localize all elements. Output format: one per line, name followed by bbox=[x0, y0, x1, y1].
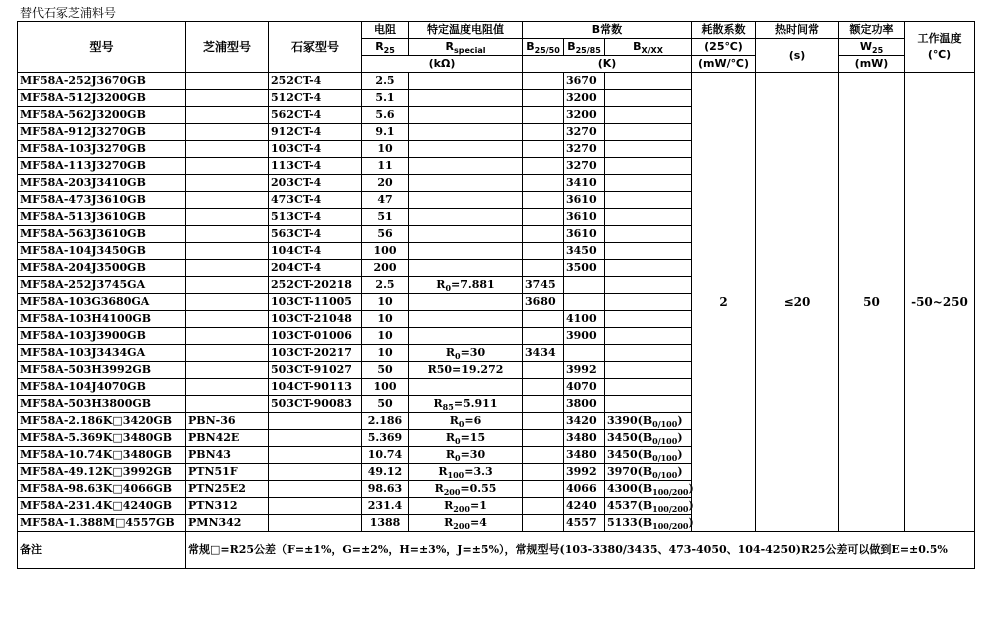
cell-b2550: 3745 bbox=[523, 277, 564, 294]
cell-bxx bbox=[605, 362, 692, 379]
cell-shibaura bbox=[186, 396, 269, 413]
cell-r25: 56 bbox=[362, 226, 409, 243]
cell-b2550 bbox=[523, 209, 564, 226]
cell-rspecial bbox=[409, 107, 523, 124]
cell-b2550 bbox=[523, 243, 564, 260]
working-temp-label: 工作温度 bbox=[917, 32, 962, 45]
cell-bxx bbox=[605, 260, 692, 277]
cell-ishizuka: 912CT-4 bbox=[269, 124, 362, 141]
col-header-b-constant: B常数 bbox=[523, 22, 692, 39]
cell-b2550 bbox=[523, 107, 564, 124]
cell-b2585: 3992 bbox=[564, 464, 605, 481]
thermistor-cross-reference-table bbox=[17, 21, 975, 569]
cell-b2585: 3270 bbox=[564, 124, 605, 141]
cell-ishizuka bbox=[269, 464, 362, 481]
cell-b2585: 3480 bbox=[564, 447, 605, 464]
cell-rspecial: $R_{100}=3.3$ bbox=[409, 464, 523, 481]
cell-b2550 bbox=[523, 175, 564, 192]
cell-b2550 bbox=[523, 379, 564, 396]
col-header-dissipation-cond: (25℃) bbox=[692, 39, 756, 56]
cell-rspecial: $R_{85}=5.911$ bbox=[409, 396, 523, 413]
table-body bbox=[18, 73, 975, 569]
cell-model: MF58A-104J4070GB bbox=[18, 379, 186, 396]
cell-r25: 10.74 bbox=[362, 447, 409, 464]
cell-ishizuka: 103CT-4 bbox=[269, 141, 362, 158]
cell-b2550: 3680 bbox=[523, 294, 564, 311]
cell-dissipation: 2 bbox=[692, 73, 756, 532]
cell-b2585: 3610 bbox=[564, 209, 605, 226]
cell-model: MF58A-103G3680GA bbox=[18, 294, 186, 311]
cell-bxx: $3970(B_{0/100})$ bbox=[605, 464, 692, 481]
cell-ishizuka: 103CT-11005 bbox=[269, 294, 362, 311]
cell-ishizuka bbox=[269, 515, 362, 532]
cell-ishizuka: 503CT-90083 bbox=[269, 396, 362, 413]
cell-model: MF58A-98.63K□4066GB bbox=[18, 481, 186, 498]
cell-b2550 bbox=[523, 447, 564, 464]
cell-model: MF58A-103J3434GA bbox=[18, 345, 186, 362]
cell-shibaura bbox=[186, 277, 269, 294]
col-header-b2585: $B_{25/85}$ bbox=[564, 39, 605, 56]
cell-model: MF58A-473J3610GB bbox=[18, 192, 186, 209]
cell-b2550 bbox=[523, 73, 564, 90]
cell-rspecial bbox=[409, 73, 523, 90]
cell-bxx bbox=[605, 379, 692, 396]
cell-model: MF58A-204J3500GB bbox=[18, 260, 186, 277]
cell-bxx bbox=[605, 107, 692, 124]
note-text: 常规□=R25公差（F=±1%，G=±2%，H=±3%，J=±5%），常规型号(103-3380/3435、473-4050、104-4250)R25公差可以做到E=±0.5% bbox=[186, 532, 975, 569]
cell-rspecial: $R_0=6$ bbox=[409, 413, 523, 430]
cell-model: MF58A-503H3992GB bbox=[18, 362, 186, 379]
cell-model: MF58A-203J3410GB bbox=[18, 175, 186, 192]
cell-bxx bbox=[605, 73, 692, 90]
cell-shibaura bbox=[186, 141, 269, 158]
cell-model: MF58A-513J3610GB bbox=[18, 209, 186, 226]
cell-b2550 bbox=[523, 396, 564, 413]
cell-model: MF58A-562J3200GB bbox=[18, 107, 186, 124]
cell-shibaura: PTN312 bbox=[186, 498, 269, 515]
cell-r25: 2.186 bbox=[362, 413, 409, 430]
col-header-resistance: 电阻 bbox=[362, 22, 409, 39]
cell-rspecial bbox=[409, 124, 523, 141]
cell-r25: 5.369 bbox=[362, 430, 409, 447]
cell-r25: 5.1 bbox=[362, 90, 409, 107]
cell-b2550 bbox=[523, 430, 564, 447]
cell-shibaura: PBN43 bbox=[186, 447, 269, 464]
cell-b2585: 4070 bbox=[564, 379, 605, 396]
cell-b2550 bbox=[523, 260, 564, 277]
table-row bbox=[18, 73, 975, 90]
col-header-model: 型号 bbox=[18, 22, 186, 73]
cell-ishizuka: 113CT-4 bbox=[269, 158, 362, 175]
cell-bxx: $3390(B_{0/100})$ bbox=[605, 413, 692, 430]
cell-model: MF58A-103J3270GB bbox=[18, 141, 186, 158]
cell-r25: 100 bbox=[362, 243, 409, 260]
cell-r25: 10 bbox=[362, 141, 409, 158]
cell-shibaura bbox=[186, 379, 269, 396]
note-label: 备注 bbox=[18, 532, 186, 569]
cell-ishizuka: 103CT-21048 bbox=[269, 311, 362, 328]
col-header-time-unit: (s) bbox=[756, 39, 839, 73]
cell-b2585: 3800 bbox=[564, 396, 605, 413]
cell-b2550 bbox=[523, 464, 564, 481]
cell-bxx bbox=[605, 294, 692, 311]
cell-b2585: 3270 bbox=[564, 158, 605, 175]
cell-b2585: 4100 bbox=[564, 311, 605, 328]
cell-model: MF58A-5.369K□3480GB bbox=[18, 430, 186, 447]
cell-r25: 10 bbox=[362, 311, 409, 328]
header-row-1 bbox=[18, 22, 975, 39]
cell-rspecial: $R_{200}=4$ bbox=[409, 515, 523, 532]
cell-shibaura: PBN-36 bbox=[186, 413, 269, 430]
cell-b2550 bbox=[523, 413, 564, 430]
cell-r25: 49.12 bbox=[362, 464, 409, 481]
cell-b2585: 3900 bbox=[564, 328, 605, 345]
cell-ishizuka: 473CT-4 bbox=[269, 192, 362, 209]
cell-model: MF58A-49.12K□3992GB bbox=[18, 464, 186, 481]
cell-rspecial: $R_0=30$ bbox=[409, 447, 523, 464]
cell-shibaura bbox=[186, 226, 269, 243]
cell-b2585: 3200 bbox=[564, 90, 605, 107]
cell-r25: 231.4 bbox=[362, 498, 409, 515]
cell-model: MF58A-103H4100GB bbox=[18, 311, 186, 328]
note-row bbox=[18, 532, 975, 569]
cell-b2585: 3992 bbox=[564, 362, 605, 379]
col-header-r25: $R_{25}$ bbox=[362, 39, 409, 56]
cell-ishizuka: 203CT-4 bbox=[269, 175, 362, 192]
cell-shibaura bbox=[186, 243, 269, 260]
cell-model: MF58A-1.388M□4557GB bbox=[18, 515, 186, 532]
cell-b2585 bbox=[564, 345, 605, 362]
col-header-shibaura: 芝浦型号 bbox=[186, 22, 269, 73]
cell-rspecial bbox=[409, 294, 523, 311]
cell-shibaura bbox=[186, 107, 269, 124]
cell-shibaura bbox=[186, 311, 269, 328]
cell-shibaura bbox=[186, 328, 269, 345]
cell-rspecial bbox=[409, 192, 523, 209]
cell-bxx: $3450(B_{0/100})$ bbox=[605, 430, 692, 447]
col-header-special-resistance: 特定温度电阻值 bbox=[409, 22, 523, 39]
cell-b2550 bbox=[523, 141, 564, 158]
cell-model: MF58A-10.74K□3480GB bbox=[18, 447, 186, 464]
cell-bxx bbox=[605, 158, 692, 175]
col-header-power-unit: (mW) bbox=[839, 56, 905, 73]
cell-shibaura bbox=[186, 175, 269, 192]
cell-rspecial bbox=[409, 328, 523, 345]
cell-b2585: 3610 bbox=[564, 226, 605, 243]
cell-ishizuka: 104CT-90113 bbox=[269, 379, 362, 396]
cell-b2550 bbox=[523, 498, 564, 515]
cell-b2585: 4066 bbox=[564, 481, 605, 498]
col-header-time-constant: 热时间常 bbox=[756, 22, 839, 39]
cell-bxx bbox=[605, 396, 692, 413]
cell-shibaura bbox=[186, 73, 269, 90]
cell-b2585: 3420 bbox=[564, 413, 605, 430]
cell-shibaura bbox=[186, 345, 269, 362]
cell-time-constant: ≤20 bbox=[756, 73, 839, 532]
cell-rspecial: $R_0=15$ bbox=[409, 430, 523, 447]
cell-ishizuka bbox=[269, 498, 362, 515]
cell-b2550 bbox=[523, 124, 564, 141]
cell-model: MF58A-2.186K□3420GB bbox=[18, 413, 186, 430]
cell-rspecial bbox=[409, 90, 523, 107]
cell-b2550 bbox=[523, 362, 564, 379]
cell-shibaura bbox=[186, 124, 269, 141]
working-temp-unit: (℃) bbox=[927, 48, 952, 61]
cell-model: MF58A-113J3270GB bbox=[18, 158, 186, 175]
cell-r25: 50 bbox=[362, 396, 409, 413]
cell-rspecial bbox=[409, 209, 523, 226]
col-header-rspecial: $R_{special}$ bbox=[409, 39, 523, 56]
cell-bxx bbox=[605, 141, 692, 158]
cell-rspecial: $R_0=30$ bbox=[409, 345, 523, 362]
cell-b2550 bbox=[523, 226, 564, 243]
cell-model: MF58A-252J3745GA bbox=[18, 277, 186, 294]
col-header-bxx: $B_{X/XX}$ bbox=[605, 39, 692, 56]
cell-ishizuka bbox=[269, 447, 362, 464]
cell-ishizuka: 204CT-4 bbox=[269, 260, 362, 277]
cell-r25: 10 bbox=[362, 294, 409, 311]
cell-b2585 bbox=[564, 277, 605, 294]
cell-ishizuka: 103CT-01006 bbox=[269, 328, 362, 345]
cell-model: MF58A-503H3800GB bbox=[18, 396, 186, 413]
cell-rspecial bbox=[409, 311, 523, 328]
cell-b2550: 3434 bbox=[523, 345, 564, 362]
cell-b2550 bbox=[523, 515, 564, 532]
cell-bxx bbox=[605, 277, 692, 294]
cell-b2585: 3410 bbox=[564, 175, 605, 192]
cell-rspecial: $R_{200}=1$ bbox=[409, 498, 523, 515]
cell-bxx bbox=[605, 311, 692, 328]
cell-rspecial bbox=[409, 175, 523, 192]
cell-r25: 10 bbox=[362, 328, 409, 345]
cell-rspecial: R50=19.272 bbox=[409, 362, 523, 379]
cell-b2550 bbox=[523, 158, 564, 175]
cell-r25: 98.63 bbox=[362, 481, 409, 498]
cell-ishizuka: 563CT-4 bbox=[269, 226, 362, 243]
cell-bxx: $4300(B_{100/200})$ bbox=[605, 481, 692, 498]
cell-shibaura bbox=[186, 362, 269, 379]
cell-r25: 2.5 bbox=[362, 277, 409, 294]
cell-shibaura bbox=[186, 294, 269, 311]
cell-b2550 bbox=[523, 192, 564, 209]
cell-b2585: 3670 bbox=[564, 73, 605, 90]
cell-shibaura bbox=[186, 158, 269, 175]
cell-r25: 10 bbox=[362, 345, 409, 362]
cell-r25: 100 bbox=[362, 379, 409, 396]
cell-r25: 9.1 bbox=[362, 124, 409, 141]
cell-rated-power: 50 bbox=[839, 73, 905, 532]
cell-bxx: $5133(B_{100/200})$ bbox=[605, 515, 692, 532]
cell-rspecial bbox=[409, 260, 523, 277]
cell-rspecial bbox=[409, 243, 523, 260]
cell-ishizuka: 503CT-91027 bbox=[269, 362, 362, 379]
cell-b2550 bbox=[523, 328, 564, 345]
cell-shibaura: PTN51F bbox=[186, 464, 269, 481]
cell-r25: 5.6 bbox=[362, 107, 409, 124]
cell-bxx bbox=[605, 209, 692, 226]
cell-ishizuka: 512CT-4 bbox=[269, 90, 362, 107]
cell-bxx bbox=[605, 328, 692, 345]
col-header-dissipation: 耗散系数 bbox=[692, 22, 756, 39]
cell-r25: 50 bbox=[362, 362, 409, 379]
cell-bxx bbox=[605, 226, 692, 243]
cell-shibaura bbox=[186, 90, 269, 107]
col-header-unit-kohm: (kΩ) bbox=[362, 56, 523, 73]
cell-model: MF58A-103J3900GB bbox=[18, 328, 186, 345]
cell-b2585: 3480 bbox=[564, 430, 605, 447]
cell-b2585 bbox=[564, 294, 605, 311]
cell-shibaura: PBN42E bbox=[186, 430, 269, 447]
cell-r25: 47 bbox=[362, 192, 409, 209]
col-header-b2550: $B_{25/50}$ bbox=[523, 39, 564, 56]
cell-b2585: 4557 bbox=[564, 515, 605, 532]
cell-working-temp: -50~250 bbox=[905, 73, 975, 532]
cell-bxx bbox=[605, 124, 692, 141]
cell-rspecial bbox=[409, 158, 523, 175]
cell-bxx bbox=[605, 90, 692, 107]
cell-model: MF58A-231.4K□4240GB bbox=[18, 498, 186, 515]
cell-model: MF58A-104J3450GB bbox=[18, 243, 186, 260]
cell-shibaura: PMN342 bbox=[186, 515, 269, 532]
cell-model: MF58A-912J3270GB bbox=[18, 124, 186, 141]
cell-ishizuka: 252CT-20218 bbox=[269, 277, 362, 294]
cell-shibaura bbox=[186, 260, 269, 277]
cell-b2550 bbox=[523, 90, 564, 107]
col-header-unit-k: (K) bbox=[523, 56, 692, 73]
cell-ishizuka bbox=[269, 430, 362, 447]
cell-model: MF58A-512J3200GB bbox=[18, 90, 186, 107]
col-header-ishizuka: 石冢型号 bbox=[269, 22, 362, 73]
cell-b2585: 3450 bbox=[564, 243, 605, 260]
cell-bxx bbox=[605, 345, 692, 362]
cell-r25: 1388 bbox=[362, 515, 409, 532]
cell-model: MF58A-252J3670GB bbox=[18, 73, 186, 90]
cell-rspecial: $R_{200}=0.55$ bbox=[409, 481, 523, 498]
cell-shibaura bbox=[186, 209, 269, 226]
cell-rspecial bbox=[409, 379, 523, 396]
cell-rspecial bbox=[409, 226, 523, 243]
cell-rspecial: $R_0=7.881$ bbox=[409, 277, 523, 294]
cell-shibaura bbox=[186, 192, 269, 209]
cell-ishizuka: 104CT-4 bbox=[269, 243, 362, 260]
cell-r25: 11 bbox=[362, 158, 409, 175]
cell-ishizuka: 562CT-4 bbox=[269, 107, 362, 124]
cell-ishizuka: 252CT-4 bbox=[269, 73, 362, 90]
cell-bxx: $4537(B_{100/200})$ bbox=[605, 498, 692, 515]
cell-shibaura: PTN25E2 bbox=[186, 481, 269, 498]
cell-r25: 20 bbox=[362, 175, 409, 192]
cell-ishizuka bbox=[269, 413, 362, 430]
cell-ishizuka: 513CT-4 bbox=[269, 209, 362, 226]
cell-b2585: 3610 bbox=[564, 192, 605, 209]
cell-b2585: 4240 bbox=[564, 498, 605, 515]
cell-r25: 2.5 bbox=[362, 73, 409, 90]
cell-b2585: 3200 bbox=[564, 107, 605, 124]
cell-bxx bbox=[605, 192, 692, 209]
cell-b2550 bbox=[523, 481, 564, 498]
cell-r25: 51 bbox=[362, 209, 409, 226]
cell-b2550 bbox=[523, 311, 564, 328]
cell-rspecial bbox=[409, 141, 523, 158]
cell-bxx: $3450(B_{0/100})$ bbox=[605, 447, 692, 464]
col-header-working-temp bbox=[905, 22, 975, 73]
cell-ishizuka: 103CT-20217 bbox=[269, 345, 362, 362]
cell-b2585: 3500 bbox=[564, 260, 605, 277]
cell-ishizuka bbox=[269, 481, 362, 498]
col-header-rated-power: 额定功率 bbox=[839, 22, 905, 39]
cell-r25: 200 bbox=[362, 260, 409, 277]
cell-bxx bbox=[605, 175, 692, 192]
cell-bxx bbox=[605, 243, 692, 260]
cell-model: MF58A-563J3610GB bbox=[18, 226, 186, 243]
col-header-dissipation-unit: (mW/℃) bbox=[692, 56, 756, 73]
cell-b2585: 3270 bbox=[564, 141, 605, 158]
col-header-w25: $W_{25}$ bbox=[839, 39, 905, 56]
page-title: 替代石冢芝浦料号 bbox=[20, 6, 117, 20]
